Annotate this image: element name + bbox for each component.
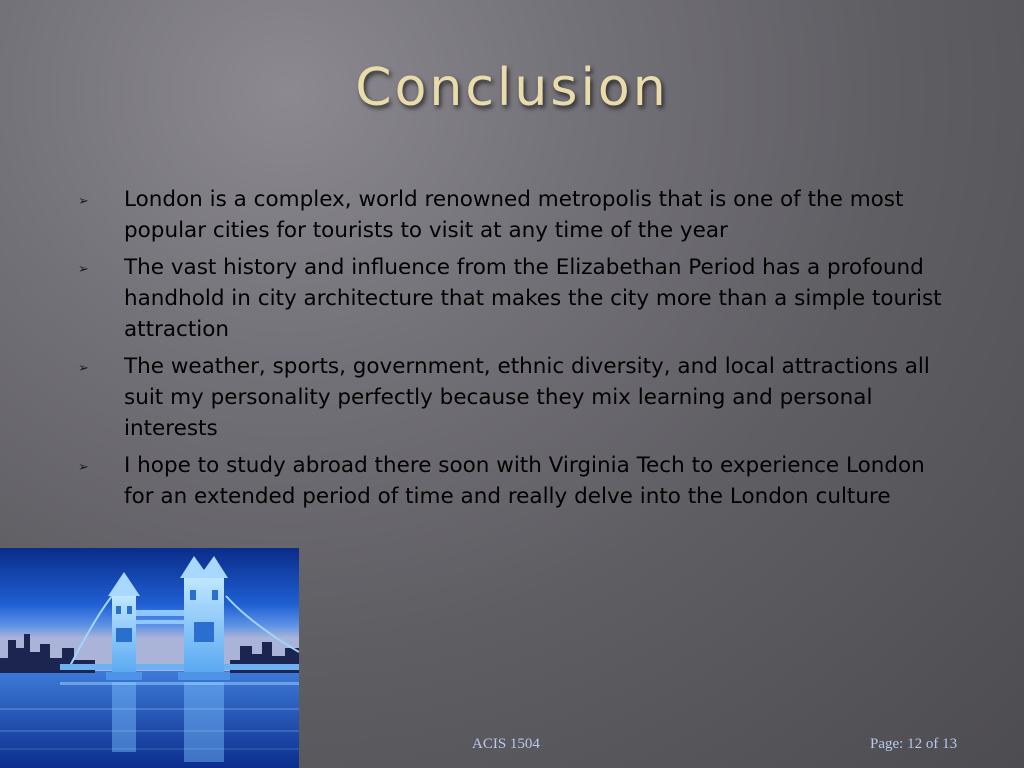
bullet-list [78, 184, 958, 518]
bullet-item [78, 184, 958, 246]
footer-course: ACIS 1504 [472, 736, 540, 752]
bullet-item [78, 252, 958, 345]
tower-bridge-photo [0, 548, 299, 768]
arrow-bullet-icon: ➢ [78, 460, 89, 475]
bullet-text: I hope to study abroad there soon with Virginia Tech to experience London for an extended period of time and really delve into the London culture [124, 453, 925, 509]
slide-title: Conclusion [355, 58, 669, 118]
bullet-text: The vast history and influence from the Elizabethan Period has a profound handhold in city architecture that makes the city more than a simple tourist attraction [124, 255, 942, 342]
bullet-item [78, 351, 958, 444]
bullet-item [78, 450, 958, 512]
arrow-bullet-icon: ➢ [78, 262, 89, 277]
arrow-bullet-icon: ➢ [78, 361, 89, 376]
arrow-bullet-icon: ➢ [78, 194, 89, 209]
bullet-text: The weather, sports, government, ethnic diversity, and local attractions all suit my personality perfectly because they mix learning and personal interests [124, 354, 930, 441]
footer-page-number: Page: 12 of 13 [870, 736, 958, 752]
tower-bridge-illustration [0, 548, 299, 768]
bullet-text: London is a complex, world renowned metropolis that is one of the most popular cities for tourists to visit at any time of the year [124, 187, 904, 243]
